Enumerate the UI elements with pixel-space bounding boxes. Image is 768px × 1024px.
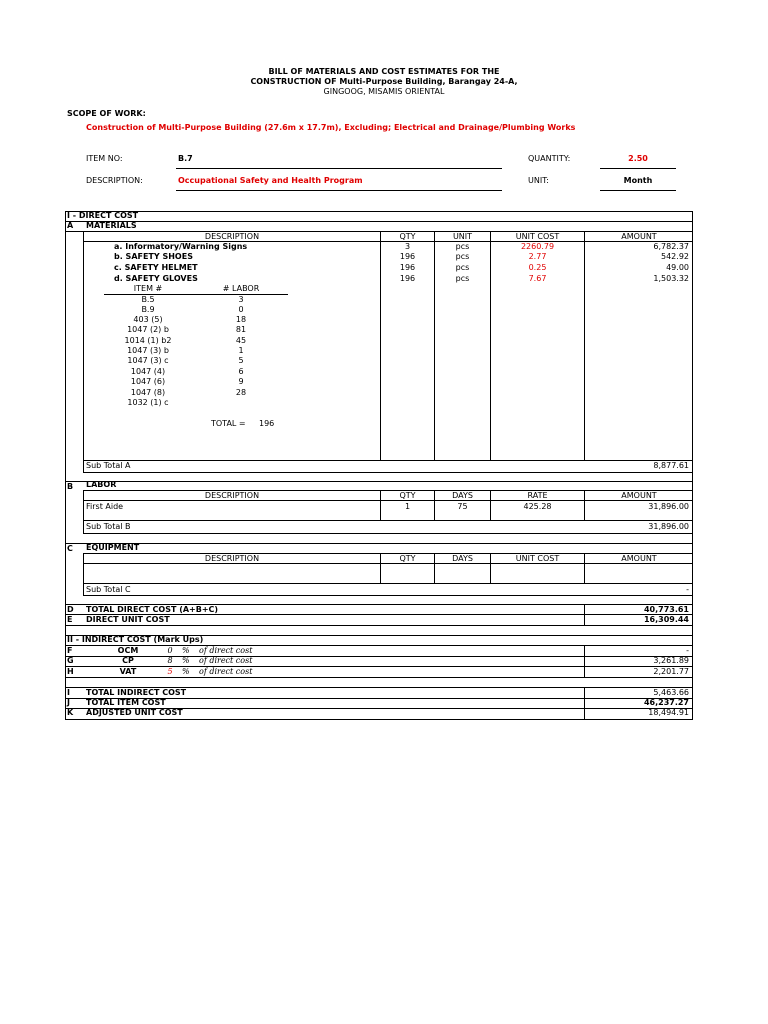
scope-label: SCOPE OF WORK: <box>67 109 146 118</box>
description-underline <box>176 190 502 191</box>
labor-count-header-line <box>104 294 288 295</box>
material-desc-gloves: d. SAFETY GLOVES <box>114 274 198 283</box>
material-desc-shoes: b. SAFETY SHOES <box>114 252 193 261</box>
labor-count-item: 1047 (3) c <box>127 356 169 365</box>
labor-count-value: 0 <box>238 305 244 314</box>
indirect-row-line <box>65 677 693 678</box>
direct-unit-bottom-line <box>65 625 693 626</box>
direct-cost-divider <box>65 221 693 222</box>
materials-header-unit: UNIT <box>452 232 473 241</box>
labor-count-value: 45 <box>235 336 247 345</box>
indirect-row-line <box>65 666 693 667</box>
materials-bottom-line <box>83 460 693 461</box>
material-qty-shoes: 196 <box>399 252 416 261</box>
materials-title: MATERIALS <box>86 221 137 230</box>
equipment-header-unit-cost: UNIT COST <box>515 554 560 563</box>
labor-row-rate: 425.28 <box>523 502 552 511</box>
equipment-title: EQUIPMENT <box>86 543 140 552</box>
material-unit-shoes: pcs <box>455 252 470 261</box>
total-item-label: TOTAL ITEM COST <box>86 698 166 707</box>
direct-unit-letter: E <box>67 615 73 624</box>
labor-count-item: 1047 (2) b <box>127 325 169 334</box>
unit-label: UNIT: <box>528 176 549 185</box>
material-qty-helmet: 196 <box>399 263 416 272</box>
subtotal-a-bottom-line <box>83 472 693 473</box>
quantity-label: QUANTITY: <box>528 154 571 163</box>
labor-header-qty: QTY <box>399 491 416 500</box>
material-amount-signs: 6,782.37 <box>653 242 689 251</box>
indirect-value-vat: 2,201.77 <box>653 667 689 676</box>
material-unit-helmet: pcs <box>455 263 470 272</box>
labor-header-description: DESCRIPTION <box>204 491 260 500</box>
material-unit-cost-gloves: 7.67 <box>528 274 547 283</box>
quantity-value: 2.50 <box>628 154 648 163</box>
materials-left-border <box>83 232 84 473</box>
material-desc-signs: a. Informatory/Warning Signs <box>114 242 248 251</box>
material-qty-signs: 3 <box>404 242 411 251</box>
subtotal-c-label: Sub Total C <box>86 585 131 594</box>
total-indirect-label: TOTAL INDIRECT COST <box>86 688 187 697</box>
equipment-header-days: DAYS <box>452 554 473 563</box>
indirect-pct-sign-cp: % <box>182 656 190 665</box>
material-unit-cost-signs: 2260.79 <box>520 242 555 251</box>
equipment-body-line <box>83 583 693 584</box>
materials-header-qty: QTY <box>399 232 416 241</box>
labor-count-value: 3 <box>238 295 244 304</box>
material-qty-gloves: 196 <box>399 274 416 283</box>
adjusted-unit-value: 18,494.91 <box>648 708 689 717</box>
indirect-label-cp: CP <box>122 656 134 665</box>
labor-count-item: 1032 (1) c <box>127 398 169 407</box>
labor-row-amount: 31,896.00 <box>648 502 689 511</box>
labor-count-header-labor: # LABOR <box>222 284 260 293</box>
indirect-label-vat: VAT <box>119 667 137 676</box>
indirect-letter-vat: H <box>67 667 74 676</box>
material-unit-signs: pcs <box>455 242 470 251</box>
labor-count-header-item: ITEM # <box>133 284 163 293</box>
item-no-label: ITEM NO: <box>86 154 123 163</box>
indirect-note-vat: of direct cost <box>199 667 253 676</box>
material-unit-cost-shoes: 2.77 <box>528 252 547 261</box>
subtotal-b-label: Sub Total B <box>86 522 131 531</box>
labor-header-line <box>83 500 693 501</box>
material-amount-shoes: 542.92 <box>661 252 689 261</box>
labor-section-top-line <box>65 481 693 482</box>
labor-count-item: 1047 (6) <box>130 377 166 386</box>
indirect-pct-sign-ocm: % <box>182 646 190 655</box>
indirect-note-cp: of direct cost <box>199 656 253 665</box>
material-unit-gloves: pcs <box>455 274 470 283</box>
subtotal-c-value: - <box>686 585 689 594</box>
labor-row-description: First Aide <box>86 502 124 511</box>
equipment-header-line <box>83 563 693 564</box>
item-no-underline <box>176 168 502 169</box>
materials-divider <box>65 231 693 232</box>
item-no-value: B.7 <box>178 154 193 163</box>
labor-count-item: B.9 <box>141 305 155 314</box>
labor-count-value: 28 <box>235 388 247 397</box>
adjusted-unit-letter: K <box>67 708 74 717</box>
direct-unit-value: 16,309.44 <box>643 615 689 624</box>
materials-header-amount: AMOUNT <box>621 232 657 241</box>
indirect-pct-cp: 8 <box>167 656 173 665</box>
material-desc-helmet: c. SAFETY HELMET <box>114 263 198 272</box>
total-direct-value: 40,773.61 <box>643 605 689 614</box>
labor-header-days: DAYS <box>452 491 473 500</box>
labor-count-item: 403 (5) <box>133 315 163 324</box>
labor-count-value: 18 <box>235 315 247 324</box>
indirect-letter-ocm: F <box>67 646 73 655</box>
unit-underline <box>600 190 676 191</box>
indirect-title: II - INDIRECT COST (Mark Ups) <box>67 635 204 644</box>
indirect-title-line <box>65 645 693 646</box>
materials-header-description: DESCRIPTION <box>204 232 260 241</box>
labor-header-rate: RATE <box>527 491 548 500</box>
subtotal-a-value: 8,877.61 <box>653 461 689 470</box>
material-amount-gloves: 1,503.32 <box>653 274 689 283</box>
materials-letter: A <box>67 221 74 230</box>
total-indirect-value: 5,463.66 <box>653 688 689 697</box>
equipment-header-amount: AMOUNT <box>621 554 657 563</box>
unit-value: Month <box>623 176 653 185</box>
title-line-1: BILL OF MATERIALS AND COST ESTIMATES FOR THE <box>268 67 500 76</box>
subtotal-a-label: Sub Total A <box>86 461 131 470</box>
total-item-letter: J <box>67 698 70 707</box>
materials-header-unit-cost: UNIT COST <box>515 232 560 241</box>
equipment-header-qty: QTY <box>399 554 416 563</box>
total-item-value: 46,237.27 <box>643 698 689 707</box>
indirect-letter-cp: G <box>67 656 74 665</box>
location: GINGOOG, MISAMIS ORIENTAL <box>323 87 445 96</box>
labor-header-amount: AMOUNT <box>621 491 657 500</box>
material-amount-helmet: 49.00 <box>666 263 689 272</box>
labor-count-item: B.5 <box>141 295 155 304</box>
title-line-2: CONSTRUCTION OF Multi-Purpose Building, Barangay 24-A, <box>250 77 518 86</box>
description-label: DESCRIPTION: <box>86 176 143 185</box>
indirect-label-ocm: OCM <box>117 646 139 655</box>
labor-count-item: 1014 (1) b2 <box>124 336 172 345</box>
quantity-underline <box>600 168 676 169</box>
labor-title: LABOR <box>86 480 117 489</box>
labor-count-total-value: 196 <box>259 419 275 428</box>
subtotal-b-value: 31,896.00 <box>648 522 689 531</box>
indirect-pct-sign-vat: % <box>182 667 190 676</box>
labor-count-value: 5 <box>238 356 244 365</box>
total-direct-label: TOTAL DIRECT COST (A+B+C) <box>86 605 219 614</box>
labor-count-value: 1 <box>238 346 244 355</box>
equipment-header-description: DESCRIPTION <box>204 554 260 563</box>
total-direct-letter: D <box>67 605 74 614</box>
indirect-pct-vat: 5 <box>167 667 173 676</box>
labor-body-line <box>83 520 693 521</box>
indirect-pct-ocm: 0 <box>167 646 173 655</box>
description-value: Occupational Safety and Health Program <box>178 176 363 185</box>
labor-count-value: 81 <box>235 325 247 334</box>
scope-text: Construction of Multi-Purpose Building (27.6m x 17.7m), Excluding; Electrical and Drainage/Plumbing Works <box>86 123 576 132</box>
equipment-letter: C <box>67 544 73 553</box>
indirect-value-cp: 3,261.89 <box>653 656 689 665</box>
labor-count-item: 1047 (4) <box>130 367 166 376</box>
indirect-note-ocm: of direct cost <box>199 646 253 655</box>
labor-letter: B <box>67 482 74 491</box>
equipment-section-top-line <box>65 543 693 544</box>
total-indirect-letter: I <box>67 688 70 697</box>
direct-cost-title: I - DIRECT COST <box>67 211 139 220</box>
labor-count-item: 1047 (3) b <box>127 346 169 355</box>
adjusted-unit-label: ADJUSTED UNIT COST <box>86 708 183 717</box>
labor-row-qty: 1 <box>404 502 411 511</box>
labor-row-days: 75 <box>457 502 468 511</box>
labor-count-value: 6 <box>238 367 244 376</box>
material-unit-cost-helmet: 0.25 <box>528 263 547 272</box>
labor-count-total-label: TOTAL = <box>211 419 246 428</box>
labor-count-value: 9 <box>238 377 244 386</box>
direct-unit-label: DIRECT UNIT COST <box>86 615 170 624</box>
indirect-value-ocm: - <box>686 646 689 655</box>
labor-count-item: 1047 (8) <box>130 388 166 397</box>
